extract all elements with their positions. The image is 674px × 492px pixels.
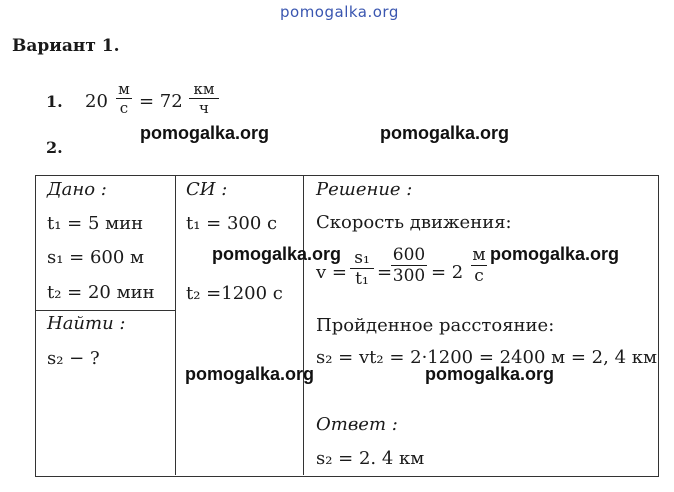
fraction-numerator: м [118, 80, 130, 98]
problem-1-unit-fraction-kmh [189, 80, 219, 117]
speed-fraction-symbolic [350, 248, 374, 289]
fraction-denominator: ч [199, 99, 209, 117]
fraction-denominator: t₁ [355, 269, 369, 289]
given-t1: t₁ = 5 мин [47, 213, 144, 234]
speed-lhs: v = [316, 262, 347, 283]
answer-value: s₂ = 2. 4 км [316, 448, 425, 469]
fraction-numerator: 600 [392, 245, 426, 265]
find-value: s₂ − ? [47, 348, 100, 369]
given-t2: t₂ = 20 мин [47, 282, 155, 303]
watermark: pomogalka.org [140, 123, 270, 143]
site-logo-text[interactable]: pomogalka.org [280, 3, 399, 21]
speed-eq1: = [377, 262, 393, 283]
fraction-numerator: м [472, 245, 486, 265]
variant-heading: Вариант 1. [12, 36, 120, 56]
column-divider [303, 175, 304, 475]
speed-fraction-numeric [391, 245, 427, 286]
row-divider [35, 310, 176, 311]
answer-label: Ответ : [316, 414, 398, 435]
watermark: pomogalka.org [185, 364, 315, 384]
speed-unit-fraction [471, 245, 487, 286]
fraction-denominator: 300 [392, 266, 426, 286]
distance-formula: s₂ = vt₂ = 2·1200 = 2400 м = 2, 4 км [316, 347, 658, 368]
si-t1: t₁ = 300 с [186, 213, 278, 234]
watermark: pomogalka.org [425, 364, 555, 384]
problem-1-number: 1. [46, 92, 63, 111]
fraction-denominator: с [474, 266, 484, 286]
si-t2: t₂ =1200 с [186, 283, 283, 304]
given-s1: s₁ = 600 м [47, 247, 145, 268]
watermark: pomogalka.org [380, 123, 510, 143]
watermark: pomogalka.org [490, 244, 620, 264]
si-label: СИ : [186, 179, 228, 200]
speed-title: Скорость движения: [316, 212, 512, 233]
given-label: Дано : [47, 179, 107, 200]
solution-label: Решение : [316, 179, 413, 200]
fraction-numerator: s₁ [354, 248, 370, 268]
problem-1-equals: = 72 [139, 91, 183, 112]
distance-title: Пройденное расстояние: [316, 315, 555, 336]
column-divider [175, 175, 176, 475]
fraction-numerator: км [193, 80, 215, 98]
find-label: Найти : [47, 313, 126, 334]
problem-1-value: 20 [85, 91, 108, 112]
problem-2-number: 2. [46, 138, 63, 157]
fraction-denominator: с [119, 99, 129, 117]
speed-eq2: = 2 [431, 262, 464, 283]
watermark: pomogalka.org [212, 244, 342, 264]
problem-1-unit-fraction-ms [116, 80, 132, 117]
